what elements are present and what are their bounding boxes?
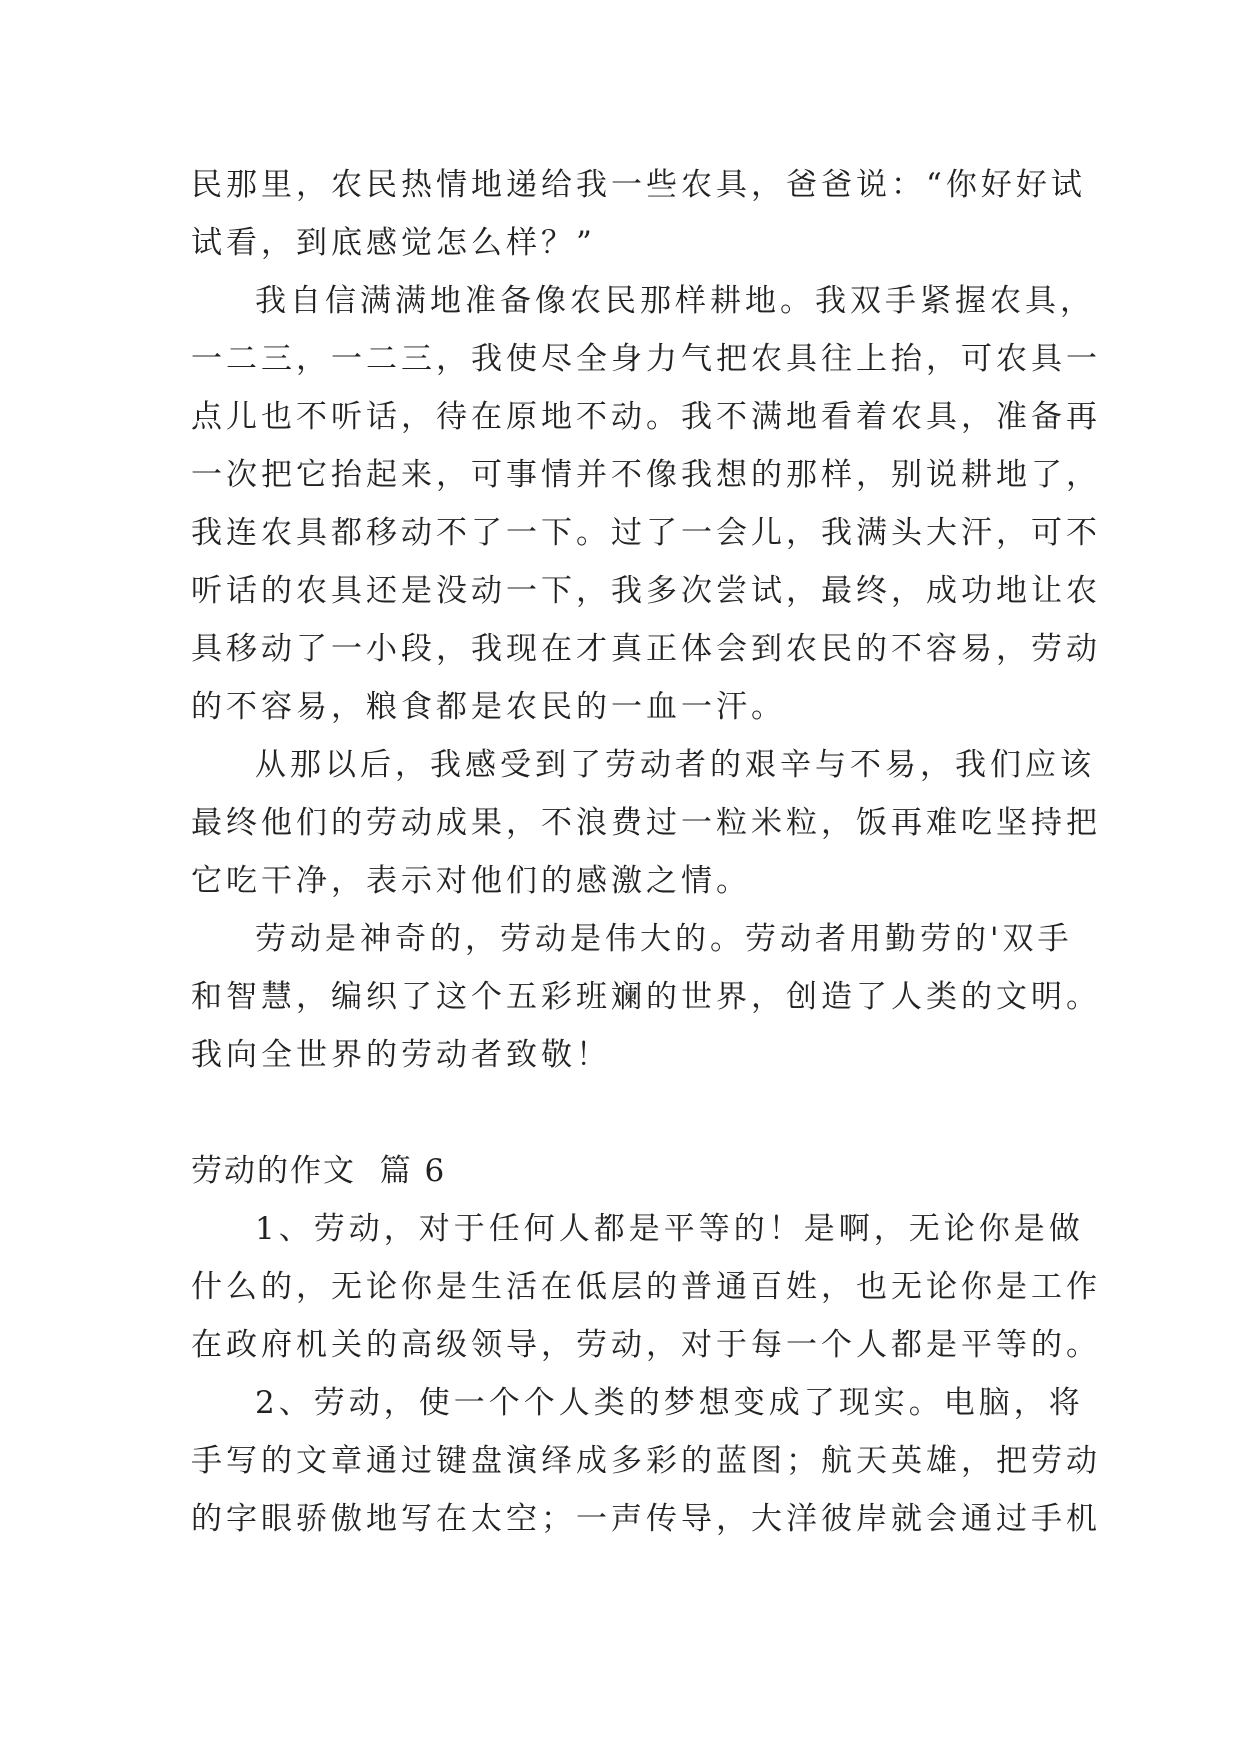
text-line: 1、劳动，对于任何人都是平等的！是啊，无论你是做 — [255, 1211, 1084, 1247]
text-line: 一次把它抬起来，可事情并不像我想的那样，别说耕地了， — [191, 457, 1101, 493]
text-line: 民那里，农民热情地递给我一些农具，爸爸说：“你好好试 — [191, 167, 1086, 203]
section-heading: 劳动的作文 篇 6 — [191, 1153, 447, 1189]
text-line: 点儿也不听话，待在原地不动。我不满地看着农具，准备再 — [191, 399, 1101, 435]
text-line: 我自信满满地准备像农民那样耕地。我双手紧握农具， — [255, 283, 1095, 319]
text-line: 听话的农具还是没动一下，我多次尝试，最终，成功地让农 — [191, 573, 1101, 609]
text-line: 一二三，一二三，我使尽全身力气把农具往上抬，可农具一 — [191, 341, 1101, 377]
paragraph-continuation — [191, 156, 1086, 272]
section-spacer — [191, 1084, 1071, 1142]
text-line: 最终他们的劳动成果，不浪费过一粒米粒，饭再难吃坚持把 — [191, 805, 1101, 841]
paragraph-after — [191, 736, 1101, 910]
text-line: 我向全世界的劳动者致敬！ — [191, 1037, 611, 1073]
paragraph-praise — [191, 910, 1101, 1084]
text-line: 从那以后，我感受到了劳动者的艰辛与不易，我们应该 — [255, 747, 1095, 783]
text-line: 和智慧，编织了这个五彩班斓的世界，创造了人类的文明。 — [191, 979, 1101, 1015]
document-body — [191, 156, 1101, 1548]
text-line: 试看，到底感觉怎么样？” — [191, 225, 596, 261]
text-line: 在政府机关的高级领导，劳动，对于每一个人都是平等的。 — [191, 1327, 1101, 1363]
paragraph-farming — [191, 272, 1101, 736]
text-line: 什么的，无论你是生活在低层的普通百姓，也无论你是工作 — [191, 1269, 1101, 1305]
text-line: 手写的文章通过键盘演绎成多彩的蓝图；航天英雄，把劳动 — [191, 1443, 1101, 1479]
text-line: 它吃干净，表示对他们的感激之情。 — [191, 863, 751, 899]
paragraph-item-1 — [191, 1200, 1101, 1374]
text-line: 的不容易，粮食都是农民的一血一汗。 — [191, 689, 786, 725]
text-line: 我连农具都移动不了一下。过了一会儿，我满头大汗，可不 — [191, 515, 1101, 551]
paragraph-item-2 — [191, 1374, 1101, 1548]
text-line: 2、劳动，使一个个人类的梦想变成了现实。电脑，将 — [255, 1385, 1084, 1421]
text-line: 的字眼骄傲地写在太空；一声传导，大洋彼岸就会通过手机 — [191, 1501, 1101, 1537]
text-line: 劳动是神奇的，劳动是伟大的。劳动者用勤劳的'双手 — [255, 921, 1073, 957]
text-line: 具移动了一小段，我现在才真正体会到农民的不容易，劳动 — [191, 631, 1101, 667]
